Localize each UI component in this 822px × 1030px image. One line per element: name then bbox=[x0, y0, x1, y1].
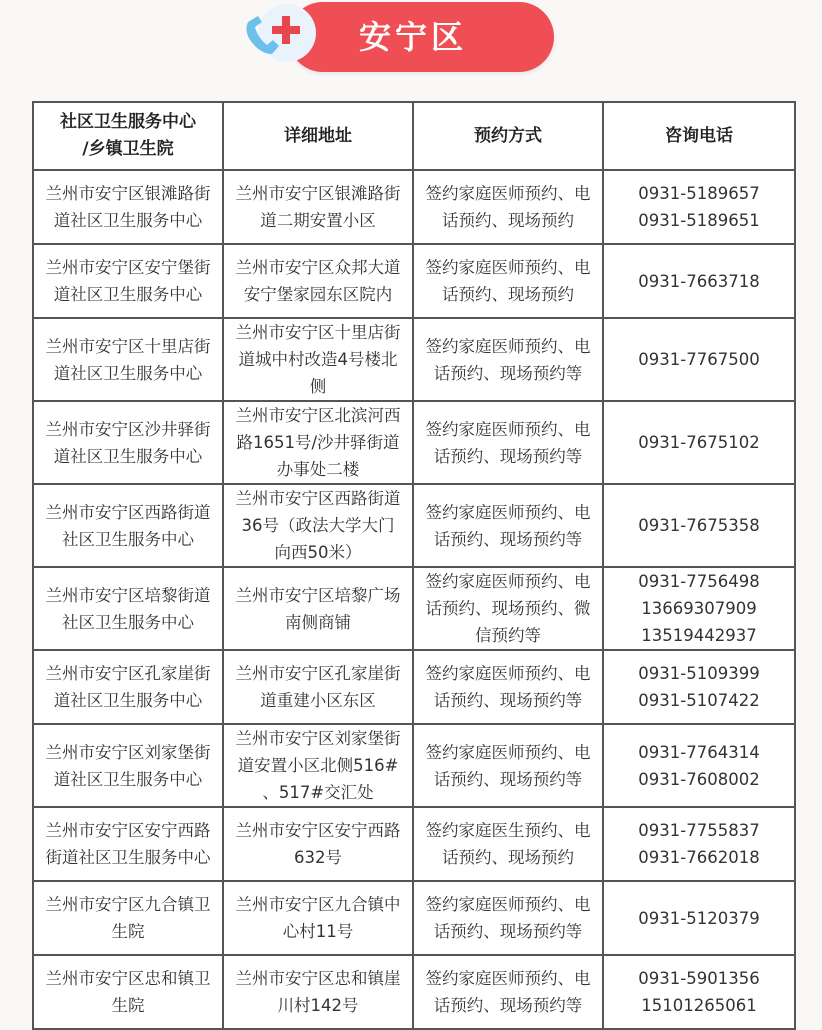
address-cell: 兰州市安宁区刘家堡街 道安置小区北侧516# 、517#交汇处 bbox=[223, 724, 413, 807]
phone-cell[interactable] bbox=[603, 724, 795, 807]
header-booking-method: 预约方式 bbox=[413, 102, 603, 170]
table-row bbox=[33, 807, 795, 881]
table-row bbox=[33, 244, 795, 318]
phone-number[interactable]: 13519442937 bbox=[641, 626, 757, 645]
header-center-name: 社区卫生服务中心 /乡镇卫生院 bbox=[33, 102, 223, 170]
center-name-cell: 兰州市安宁区十里店街 道社区卫生服务中心 bbox=[33, 318, 223, 401]
phone-number[interactable]: 0931-7755837 bbox=[638, 821, 760, 840]
table-header-row bbox=[33, 102, 795, 170]
phone-number[interactable]: 0931-7767500 bbox=[638, 350, 760, 369]
address-cell: 兰州市安宁区众邦大道 安宁堡家园东区院内 bbox=[223, 244, 413, 318]
phone-number[interactable]: 0931-7764314 bbox=[638, 742, 760, 762]
center-name-cell: 兰州市安宁区九合镇卫 生院 bbox=[33, 881, 223, 955]
phone-cell[interactable] bbox=[603, 567, 795, 650]
center-name-cell: 兰州市安宁区刘家堡街 道社区卫生服务中心 bbox=[33, 724, 223, 807]
table-row bbox=[33, 567, 795, 650]
address-cell: 兰州市安宁区西路街道 36号（政法大学大门 向西50米） bbox=[223, 484, 413, 567]
table-row bbox=[33, 650, 795, 724]
phone-cell[interactable] bbox=[603, 881, 795, 955]
center-name-cell: 兰州市安宁区孔家崖街 道社区卫生服务中心 bbox=[33, 650, 223, 724]
table-row bbox=[33, 170, 795, 244]
phone-medical-cross-icon bbox=[236, 4, 312, 70]
booking-method-cell: 签约家庭医生预约、电 话预约、现场预约 bbox=[413, 807, 603, 881]
booking-method-cell: 签约家庭医师预约、电 话预约、现场预约等 bbox=[413, 484, 603, 567]
health-center-table bbox=[32, 101, 796, 1030]
phone-number[interactable]: 0931-5107422 bbox=[638, 691, 760, 710]
phone-number[interactable]: 0931-5901356 bbox=[638, 969, 760, 988]
address-cell: 兰州市安宁区银滩路街 道二期安置小区 bbox=[223, 170, 413, 244]
booking-method-cell: 签约家庭医师预约、电 话预约、现场预约 bbox=[413, 244, 603, 318]
phone-number[interactable]: 0931-7756498 bbox=[638, 572, 760, 591]
address-cell: 兰州市安宁区培黎广场 南侧商铺 bbox=[223, 567, 413, 650]
booking-method-cell: 签约家庭医师预约、电 话预约、现场预约 bbox=[413, 170, 603, 244]
phone-cell[interactable] bbox=[603, 170, 795, 244]
phone-number[interactable]: 0931-7675102 bbox=[638, 433, 760, 452]
table-row bbox=[33, 881, 795, 955]
address-cell: 兰州市安宁区忠和镇崖 川村142号 bbox=[223, 955, 413, 1029]
booking-method-cell: 签约家庭医师预约、电 话预约、现场预约等 bbox=[413, 401, 603, 484]
table-row bbox=[33, 484, 795, 567]
phone-cell[interactable] bbox=[603, 318, 795, 401]
phone-number[interactable]: 0931-7662018 bbox=[638, 848, 760, 867]
phone-number[interactable]: 0931-5120379 bbox=[638, 908, 760, 928]
phone-number[interactable]: 0931-5109399 bbox=[638, 664, 760, 683]
center-name-cell: 兰州市安宁区银滩路街 道社区卫生服务中心 bbox=[33, 170, 223, 244]
phone-number[interactable]: 0931-7608002 bbox=[638, 769, 760, 789]
center-name-cell: 兰州市安宁区安宁堡街 道社区卫生服务中心 bbox=[33, 244, 223, 318]
phone-number[interactable]: 0931-7663718 bbox=[638, 271, 760, 291]
booking-method-cell: 签约家庭医师预约、电 话预约、现场预约等 bbox=[413, 650, 603, 724]
center-name-cell: 兰州市安宁区西路街道 社区卫生服务中心 bbox=[33, 484, 223, 567]
phone-number[interactable]: 13669307909 bbox=[641, 599, 757, 618]
phone-cell[interactable] bbox=[603, 401, 795, 484]
booking-method-cell: 签约家庭医师预约、电 话预约、现场预约等 bbox=[413, 318, 603, 401]
address-cell: 兰州市安宁区十里店街 道城中村改造4号楼北 侧 bbox=[223, 318, 413, 401]
phone-cell[interactable] bbox=[603, 807, 795, 881]
header-address: 详细地址 bbox=[223, 102, 413, 170]
phone-cell[interactable] bbox=[603, 650, 795, 724]
table-body bbox=[33, 170, 795, 1029]
district-banner bbox=[236, 0, 556, 76]
center-name-cell: 兰州市安宁区培黎街道 社区卫生服务中心 bbox=[33, 567, 223, 650]
address-cell: 兰州市安宁区安宁西路 632号 bbox=[223, 807, 413, 881]
booking-method-cell: 签约家庭医师预约、电 话预约、现场预约等 bbox=[413, 955, 603, 1029]
phone-cell[interactable] bbox=[603, 484, 795, 567]
address-cell: 兰州市安宁区九合镇中 心村11号 bbox=[223, 881, 413, 955]
table-row bbox=[33, 955, 795, 1029]
phone-number[interactable]: 0931-5189651 bbox=[638, 211, 760, 230]
address-cell: 兰州市安宁区北滨河西 路1651号/沙井驿街道 办事处二楼 bbox=[223, 401, 413, 484]
booking-method-cell: 签约家庭医师预约、电 话预约、现场预约、微 信预约等 bbox=[413, 567, 603, 650]
table-row bbox=[33, 401, 795, 484]
center-name-cell: 兰州市安宁区安宁西路 街道社区卫生服务中心 bbox=[33, 807, 223, 881]
phone-number[interactable]: 0931-7675358 bbox=[638, 516, 760, 535]
phone-number[interactable]: 0931-5189657 bbox=[638, 184, 760, 203]
booking-method-cell: 签约家庭医师预约、电 话预约、现场预约等 bbox=[413, 724, 603, 807]
center-name-cell: 兰州市安宁区忠和镇卫 生院 bbox=[33, 955, 223, 1029]
header-phone: 咨询电话 bbox=[603, 102, 795, 170]
booking-method-cell: 签约家庭医师预约、电 话预约、现场预约等 bbox=[413, 881, 603, 955]
address-cell: 兰州市安宁区孔家崖街 道重建小区东区 bbox=[223, 650, 413, 724]
phone-number[interactable]: 15101265061 bbox=[641, 996, 757, 1015]
center-name-cell: 兰州市安宁区沙井驿街 道社区卫生服务中心 bbox=[33, 401, 223, 484]
table-row bbox=[33, 318, 795, 401]
phone-cell[interactable] bbox=[603, 955, 795, 1029]
table-row bbox=[33, 724, 795, 807]
banner-title: 安宁区 bbox=[358, 18, 467, 56]
phone-cell[interactable] bbox=[603, 244, 795, 318]
